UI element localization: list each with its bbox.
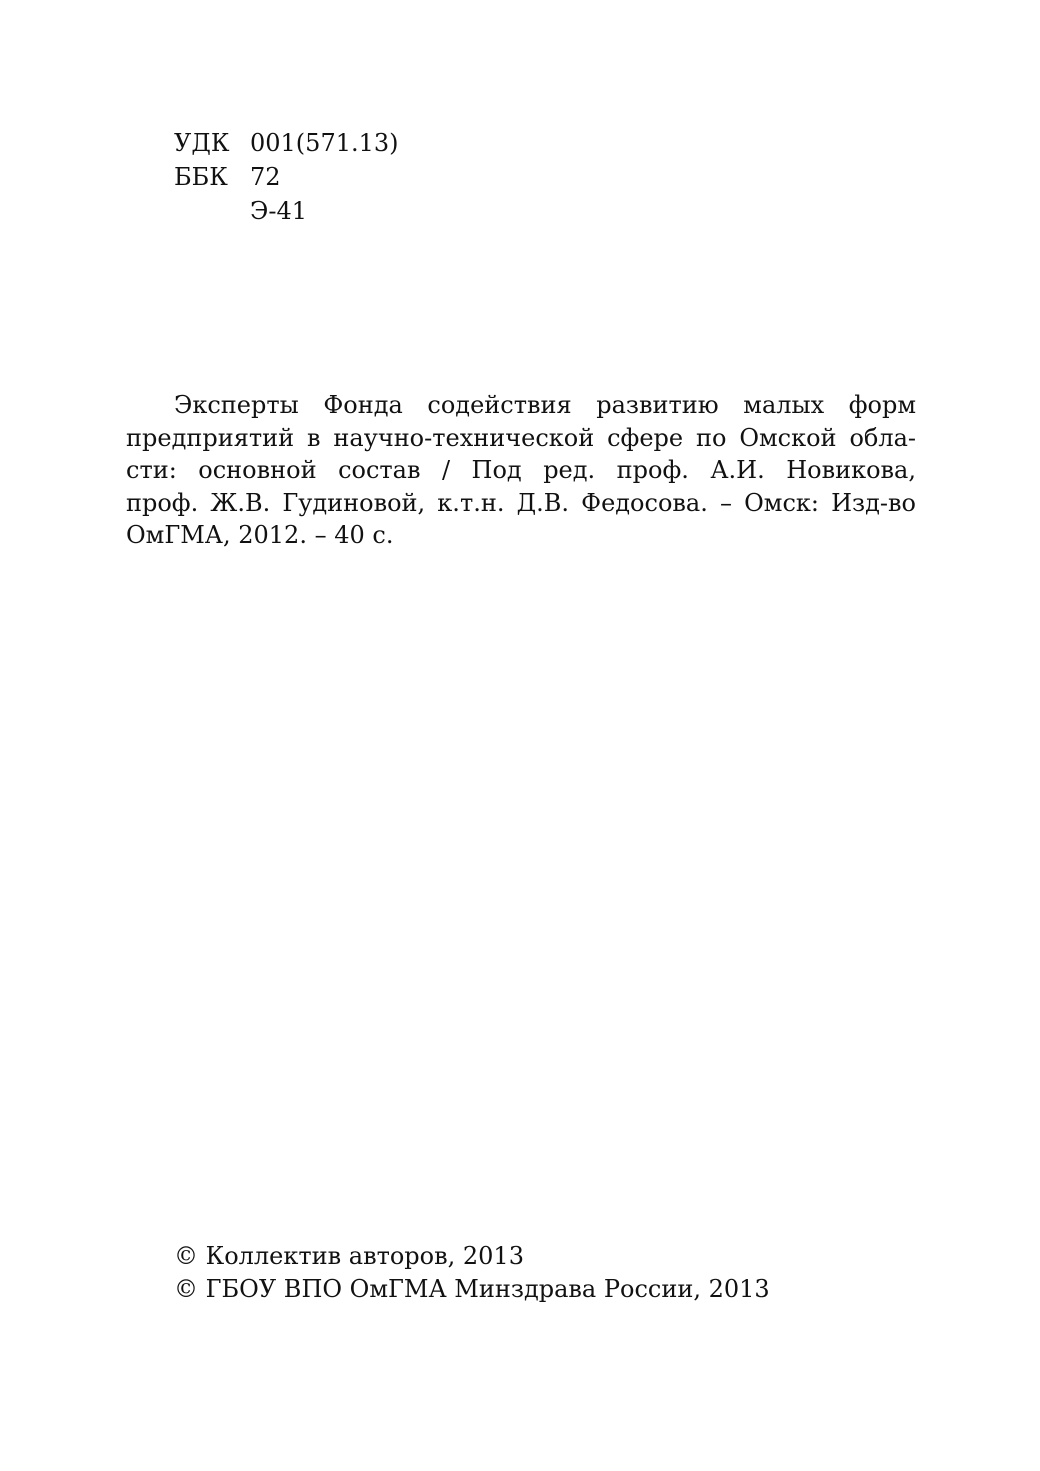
- udk-value: 001(571.13): [250, 129, 399, 157]
- bibliographic-description: [126, 389, 916, 552]
- description-line: проф. Ж.В. Гудиновой, к.т.н. Д.В. Федосова. – Омск: Изд-во: [126, 488, 916, 517]
- classification-block: [174, 126, 399, 228]
- copyright-authors: © Коллектив авторов, 2013: [174, 1242, 524, 1270]
- bbk-label: ББК: [174, 163, 228, 191]
- bbk-row: [174, 160, 399, 194]
- udk-label: УДК: [174, 129, 230, 157]
- udk-row: [174, 126, 399, 160]
- description-line: сти: основной состав / Под ред. проф. А.И. Новикова,: [126, 456, 916, 484]
- description-line: ОмГМА, 2012. – 40 с.: [126, 521, 394, 549]
- author-mark: Э-41: [250, 197, 308, 225]
- description-line: Эксперты Фонда содействия развитию малых форм: [174, 391, 916, 419]
- bbk-value: 72: [250, 163, 281, 191]
- author-mark-row: [174, 194, 399, 228]
- description-line: предприятий в научно-технической сфере по Омской обла-: [126, 423, 916, 452]
- copyright-publisher: © ГБОУ ВПО ОмГМА Минздрава России, 2013: [174, 1275, 770, 1303]
- copyright-block: [174, 1240, 770, 1306]
